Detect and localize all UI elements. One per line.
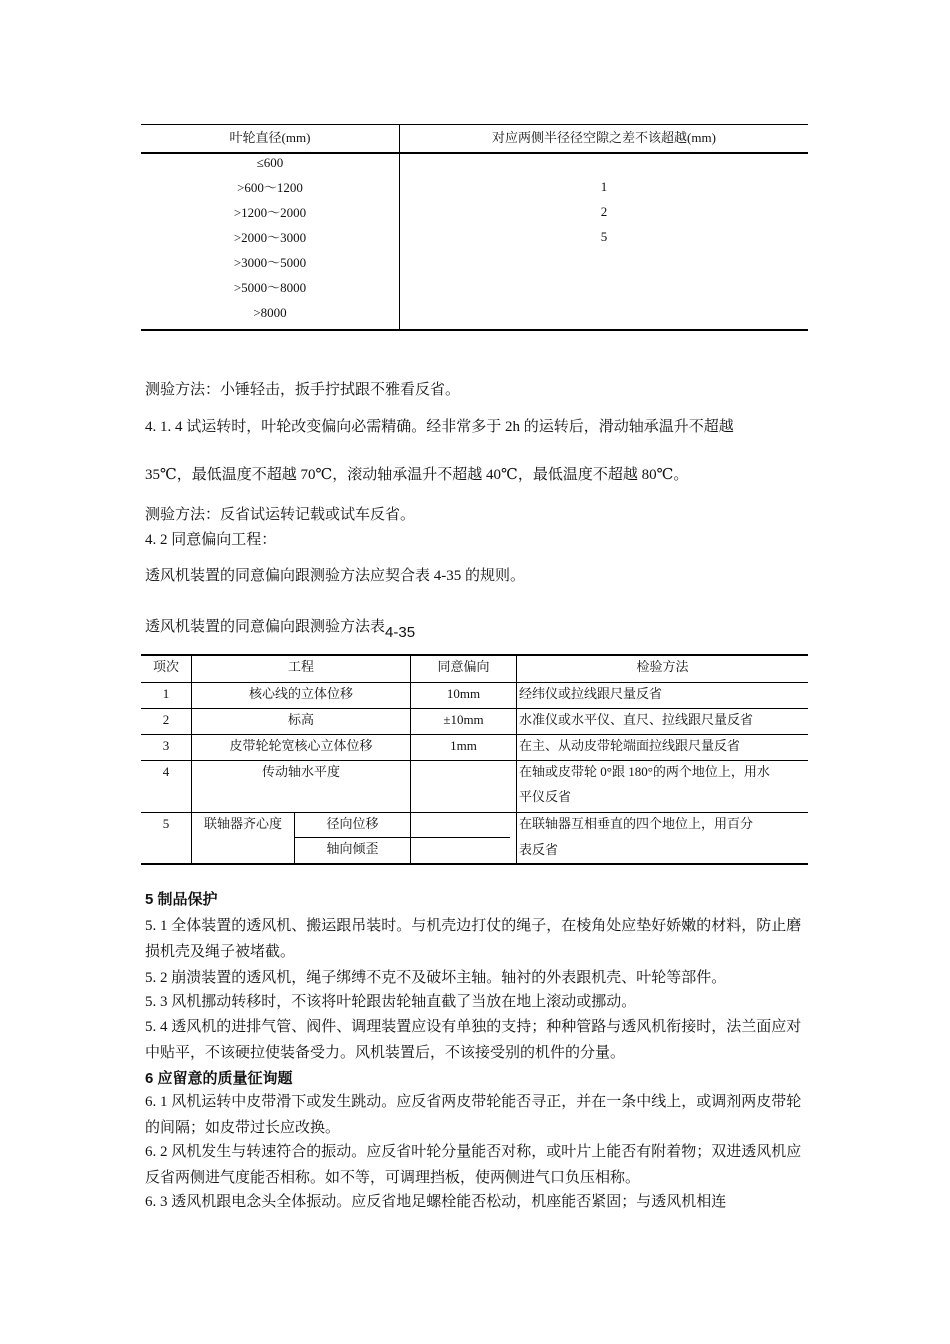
section6-item: 6. 2 风机发生与转速符合的振动。应反省叶轮分量能否对称，或叶片上能否有附着物；双进透风机应反省两侧进气度能否相称。如不等，可调理挡板，使两侧进气口负压相称。 [145, 1144, 802, 1186]
row-tolerance: 10mm [446, 686, 481, 701]
test-method-2: 测验方法：反省试运转记载或试车反省。 [145, 507, 416, 523]
table2-number: 4-35 [385, 624, 416, 641]
tolerance-value: 2 [600, 204, 608, 219]
header-method: 检验方法 [636, 659, 689, 674]
row-item: 标高 [287, 712, 314, 727]
diameter-row: ≤600 [256, 155, 284, 170]
section6-heading: 6 应留意的质量征询题 [145, 1070, 293, 1087]
row-method-line2: 平仪反省 [519, 789, 572, 804]
row-no: 4 [162, 764, 170, 779]
row-item: 核心线的立体位移 [248, 686, 353, 701]
section6-item: 6. 3 透风机跟电念头全体振动。应反省地足螺栓能否松动，机座能否紧固；与透风机相连 [145, 1194, 727, 1210]
row-method: 在主、从动皮带轮端面拉线跟尺量反省 [519, 738, 741, 753]
row-item: 皮带轮轮宽核心立体位移 [229, 738, 373, 753]
column-divider [399, 125, 400, 329]
row-no: 2 [162, 712, 170, 727]
clause-4-2-text: 透风机装置的同意偏向跟测验方法应契合表 4-35 的规则。 [145, 568, 525, 584]
row-method-line2: 表反省 [519, 842, 559, 857]
section5-heading: 5 制品保护 [145, 891, 218, 908]
row-tolerance: ±10mm [443, 712, 484, 727]
diameter-row: >2000～3000 [233, 230, 307, 245]
header-item: 工程 [287, 659, 314, 674]
section5-item: 5. 4 透风机的进排气管、阀件、调理装置应设有单独的支持；种种管路与透风机衔接时，法兰面应对中贴平，不该硬拉使装备受力。风机装置后，不该接受别的机件的分量。 [145, 1019, 802, 1061]
clause-4-2: 4. 2 同意偏向工程： [145, 532, 277, 548]
clause-4-1-4: 4. 1. 4 试运转时，叶轮改变偏向必需精确。经非常多于 2h 的运转后，滑动轴承温升不超越 [145, 419, 734, 435]
tolerance-value: 1 [600, 179, 608, 194]
row-no: 3 [162, 738, 170, 753]
diameter-tolerance-table [141, 124, 808, 331]
header-diameter: 叶轮直径(mm) [229, 130, 311, 145]
section5-item: 5. 2 崩溃装置的透风机，绳子绑缚不克不及破坏主轴。轴衬的外表跟机壳、叶轮等部件。 [145, 970, 727, 986]
installation-tolerance-table [141, 654, 808, 864]
section6-item: 6. 1 风机运转中皮带滑下或发生跳动。应反省两皮带轮能否寻正，并在一条中线上，或调剂两皮带轮的间隔；如皮带过长应改换。 [145, 1094, 802, 1136]
section5-item: 5. 1 全体装置的透风机、搬运跟吊装时。与机壳边打仗的绳子，在棱角处应垫好娇嫩的材料，防止磨损机壳及绳子被堵截。 [145, 918, 802, 960]
row-no: 1 [162, 686, 170, 701]
row-item: 传动轴水平度 [261, 764, 340, 779]
table2-title-text: 透风机装置的同意偏向跟测验方法表 [145, 618, 386, 635]
diameter-row: >3000～5000 [233, 255, 307, 270]
clause-4-1-4-cont: 35℃，最低温度不超越 70℃，滚动轴承温升不超越 40℃，最低温度不超越 80℃。 [145, 467, 689, 483]
test-method-1: 测验方法：小锤轻击，扳手拧拭跟不雅看反省。 [145, 382, 461, 398]
row-tolerance: 1mm [450, 738, 477, 753]
row-method-line1: 在联轴器互相垂直的四个地位上，用百分 [519, 816, 754, 831]
diameter-row: >5000～8000 [233, 280, 307, 295]
diameter-row: >8000 [253, 305, 287, 320]
row-method: 水准仪或水平仪、直尺、拉线跟尺量反省 [519, 712, 754, 727]
row-method-line1: 在轴或皮带轮 0°跟 180°的两个地位上，用水 [519, 764, 770, 779]
diameter-row: >600～1200 [237, 180, 303, 195]
section5-item: 5. 3 风机挪动转移时，不该将叶轮跟齿轮轴直截了当放在地上滚动或挪动。 [145, 994, 637, 1010]
header-tolerance: 对应两侧半径径空隙之差不该超越(mm) [492, 130, 716, 145]
tolerance-value: 5 [600, 229, 608, 244]
header-tolerance: 同意偏向 [437, 659, 490, 674]
row-subitem: 径向位移 [326, 816, 379, 831]
diameter-row: >1200～2000 [233, 205, 307, 220]
row-method: 经纬仪或拉线跟尺量反省 [519, 686, 663, 701]
row-no: 5 [162, 816, 170, 831]
row-item: 联轴器齐心度 [203, 816, 282, 831]
header-no: 项次 [152, 659, 179, 674]
table2-title [145, 617, 416, 641]
row-subitem: 轴向倾歪 [326, 841, 379, 856]
